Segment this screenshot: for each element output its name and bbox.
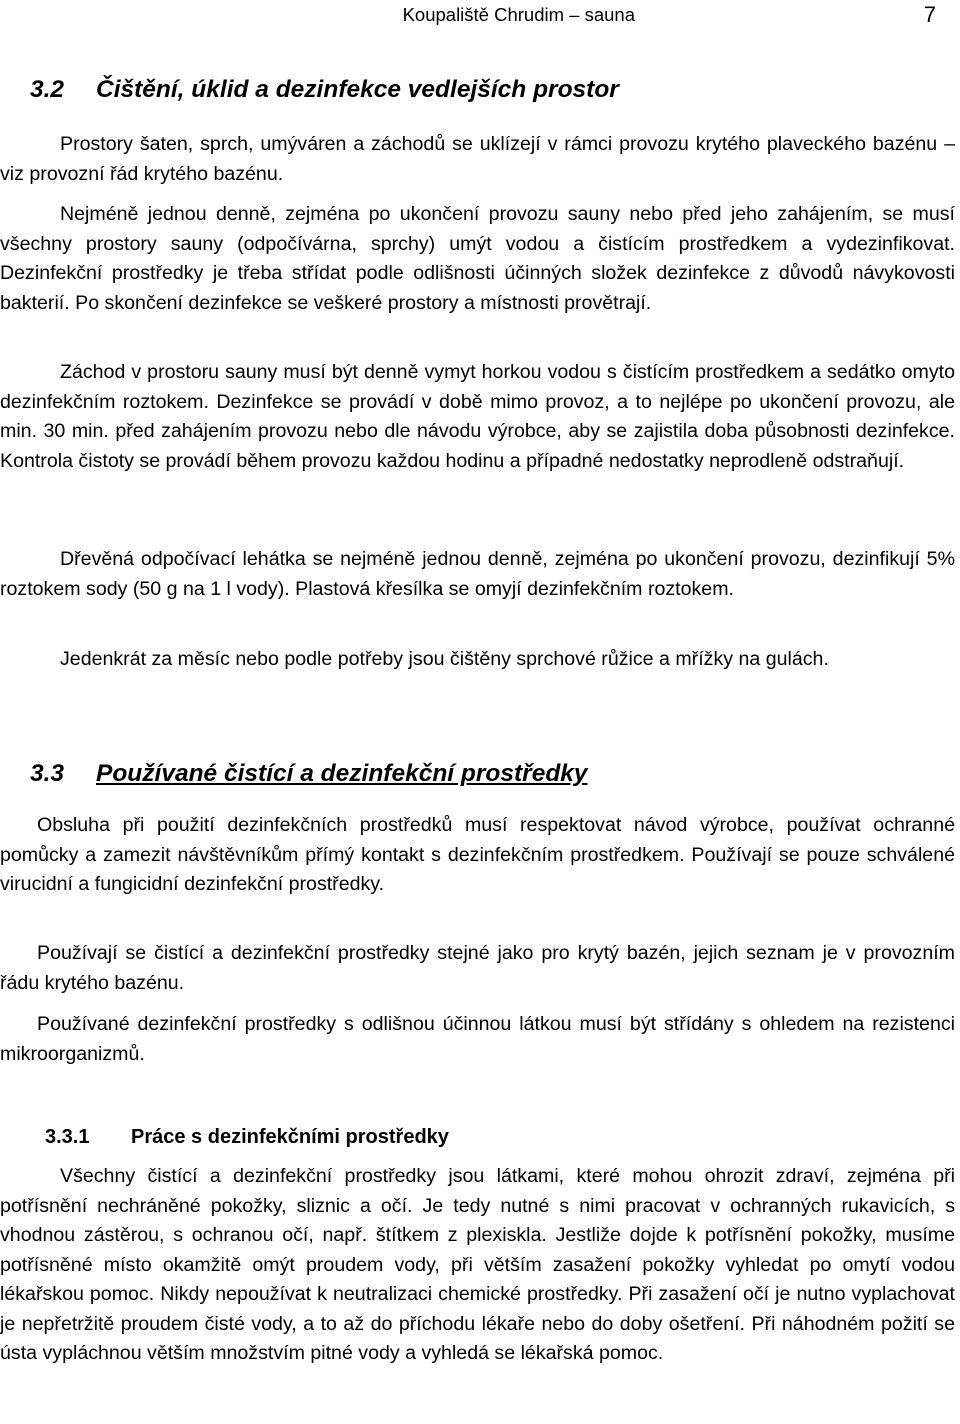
page-number: 7 (923, 2, 936, 27)
paragraph: Dřevěná odpočívací lehátka se nejméně jednou denně, zejména po ukončení provozu, dezinfikují 5% roztokem sody (50 g na 1 l vody). Plastová křesílka se omyjí dezinfekčním roztokem. (0, 548, 955, 600)
subsection-heading-3-3-1 (45, 1124, 449, 1150)
section-heading-3-3 (30, 759, 588, 789)
subsection-number: 3.3.1 (45, 1126, 90, 1148)
section-number: 3.2 (30, 76, 65, 103)
paragraph: Záchod v prostoru sauny musí být denně vymyt horkou vodou s čistícím prostředkem a sedátko omyto dezinfekčním roztokem. Dezinfekce se provádí v době mimo provoz, a to nejlépe po ukončení provozu, ale min. 30 min. před zahájením provozu nebo dle návodu výrobce, aby se zajistila doba působnosti dezinfekce. Kontrola čistoty se provádí během provozu každou hodinu a případné nedostatky neprodleně odstraňují. (0, 361, 955, 472)
paragraph: Všechny čistící a dezinfekční prostředky jsou látkami, které mohou ohrozit zdraví, zejména při potřísnění nechráněné pokožky, sliznic a očí. Je tedy nutné s nimi pracovat v ochranných rukavicích, s vhodnou zástěrou, s ochranou očí, např. štítkem z plexiskla. Jestliže dojde k potřísnění pokožky, musíme potřísněné místo okamžitě omýt proudem vody, při větším zasažení pokožky vyhledat po omytí vodou lékařskou pomoc. Nikdy nepoužívat k neutralizaci chemické prostředky. Při zasažení očí je nutno vyplachovat je nepřetržitě proudem čisté vody, a to až do příchodu lékaře nebo do doby ošetření. Při náhodném požití se ústa vypláchnou větším množstvím pitné vody a vyhledá se lékařská pomoc. (0, 1165, 955, 1364)
header-title: Koupaliště Chrudim – sauna (402, 4, 635, 25)
paragraph: Jedenkrát za měsíc nebo podle potřeby jsou čištěny sprchové růžice a mřížky na gulách. (60, 648, 829, 670)
subsection-title: Práce s dezinfekčními prostředky (131, 1126, 449, 1148)
page-header (0, 4, 960, 34)
section-title: Čištění, úklid a dezinfekce vedlejších prostor (96, 76, 619, 103)
paragraph: Používají se čistící a dezinfekční prostředky stejné jako pro krytý bazén, jejich seznam je v provozním řádu krytého bazénu. (0, 942, 955, 994)
paragraph: Prostory šaten, sprch, umýváren a záchodů se uklízejí v rámci provozu krytého plaveckého bazénu – viz provozní řád krytého bazénu. (0, 133, 955, 185)
section-title: Používané čistící a dezinfekční prostředky (96, 760, 588, 787)
paragraph: Obsluha při použití dezinfekčních prostředků musí respektovat návod výrobce, používat ochranné pomůcky a zamezit návštěvníkům přímý kontakt s dezinfekčním prostředkem. Používají se pouze schválené virucidní a fungicidní dezinfekční prostředky. (0, 814, 955, 895)
paragraph: Nejméně jednou denně, zejména po ukončení provozu sauny nebo před jeho zahájením, se musí všechny prostory sauny (odpočívárna, sprchy) umýt vodou a čistícím prostředkem a vydezinfikovat. Dezinfekční prostředky je třeba střídat podle odlišnosti účinných složek dezinfekce z důvodů návykovosti bakterií. Po skončení dezinfekce se veškeré prostory a místnosti provětrají. (0, 203, 955, 314)
section-heading-3-2 (30, 75, 619, 105)
paragraph: Používané dezinfekční prostředky s odlišnou účinnou látkou musí být střídány s ohledem na rezistenci mikroorganizmů. (0, 1013, 955, 1065)
section-number: 3.3 (30, 760, 65, 787)
